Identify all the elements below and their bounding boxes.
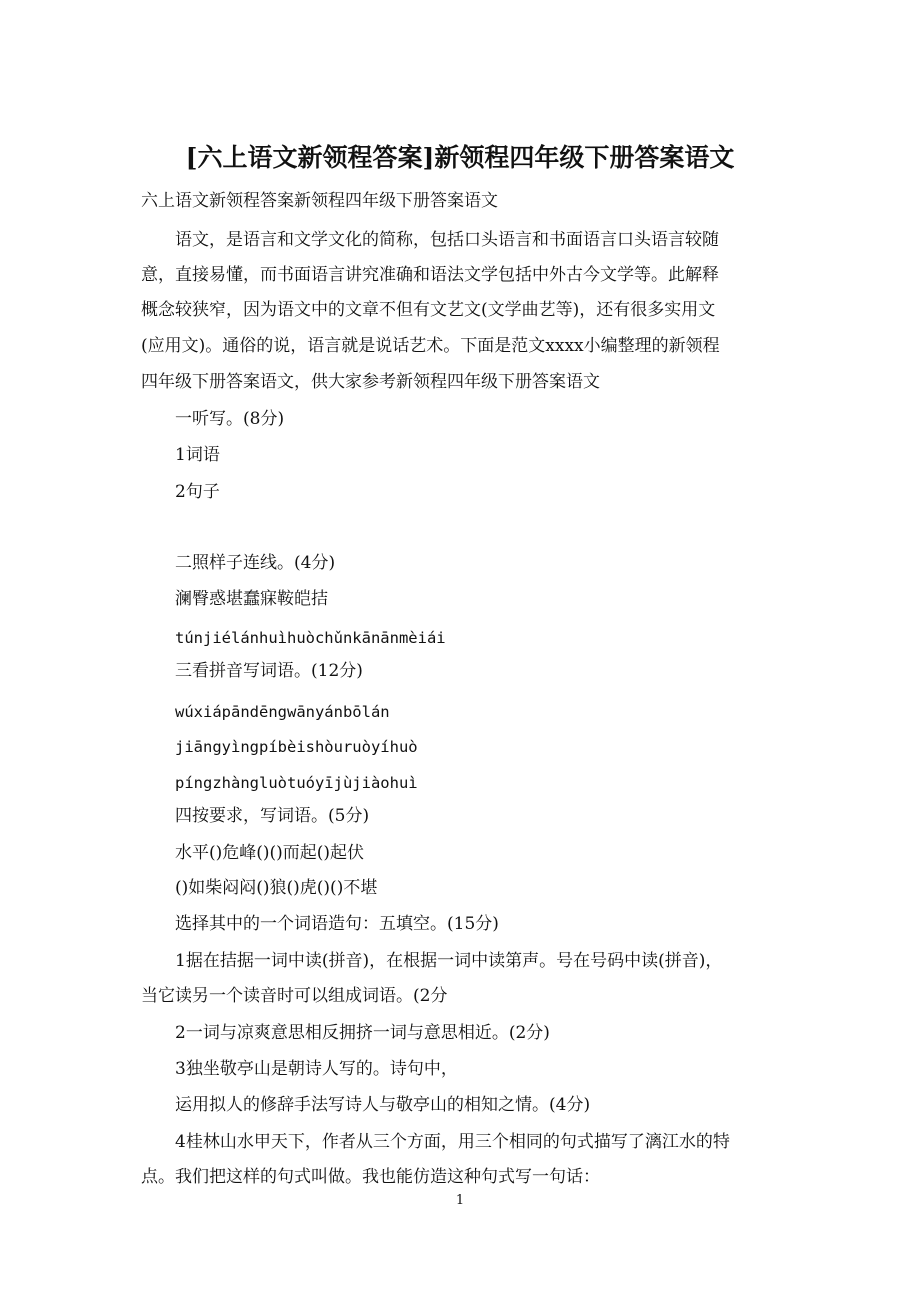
intro-line-3: 概念较狭窄，因为语文中的文章不但有文艺文(文学曲艺等)，还有很多实用文 (141, 300, 716, 320)
section2-pinyin: túnjiélánhuìhuòchǔnkānānmèiái (175, 629, 446, 647)
section2-heading: 二照样子连线。(4分) (175, 553, 336, 573)
q3-line-1: 3独坐敬亭山是朝诗人写的。诗句中， (175, 1059, 458, 1079)
page-number: 1 (455, 1193, 465, 1208)
section1-item-1: 1词语 (175, 445, 220, 465)
intro-line-2: 意，直接易懂，而书面语言讲究准确和语法文学包括中外古今文学等。此解释 (141, 265, 719, 285)
q2-line: 2一词与凉爽意思相反拥挤一词与意思相近。(2分) (175, 1023, 550, 1043)
section3-pinyin-1: wúxiápāndēngwānyánbōlán (175, 703, 390, 721)
section1-item-2: 2句子 (175, 482, 220, 502)
section4-line-1: 水平()危峰()()而起()起伏 (175, 843, 365, 863)
intro-line-4: (应用文)。通俗的说，语言就是说话艺术。下面是范文xxxx小编整理的新领程 (141, 336, 720, 356)
section3-pinyin-3: píngzhàngluòtuóyījùjiàohuì (175, 774, 418, 792)
section4-line-3: 选择其中的一个词语造句：五填空。(15分) (175, 914, 499, 934)
section4-heading: 四按要求，写词语。(5分) (175, 806, 370, 826)
q1-line-2: 当它读另一个读音时可以组成词语。(2分 (141, 986, 448, 1006)
intro-line-1: 语文，是语言和文学文化的简称，包括口头语言和书面语言口头语言较随 (175, 230, 719, 250)
q4-line-1: 4桂林山水甲天下，作者从三个方面，用三个相同的句式描写了漓江水的特 (175, 1132, 730, 1152)
q4-line-2: 点。我们把这样的句式叫做。我也能仿造这种句式写一句话： (141, 1167, 600, 1187)
section1-heading: 一听写。(8分) (175, 409, 285, 429)
q3-line-2: 运用拟人的修辞手法写诗人与敬亭山的相知之情。(4分) (175, 1095, 591, 1115)
document-title: [六上语文新领程答案]新领程四年级下册答案语文 (185, 143, 735, 172)
section4-line-2: ()如柴闷闷()狼()虎()()不堪 (175, 878, 378, 898)
intro-line-5: 四年级下册答案语文，供大家参考新领程四年级下册答案语文 (141, 372, 600, 392)
section3-pinyin-2: jiāngyìngpíbèishòuruòyíhuò (175, 738, 418, 756)
q1-line-1: 1据在拮据一词中读(拼音)，在根据一词中读第声。号在号码中读(拼音)， (175, 951, 723, 971)
section2-chars: 澜臀惑堪蠢寐鞍皑拮 (175, 589, 328, 609)
section3-heading: 三看拼音写词语。(12分) (175, 661, 363, 681)
subtitle-line: 六上语文新领程答案新领程四年级下册答案语文 (141, 191, 498, 211)
